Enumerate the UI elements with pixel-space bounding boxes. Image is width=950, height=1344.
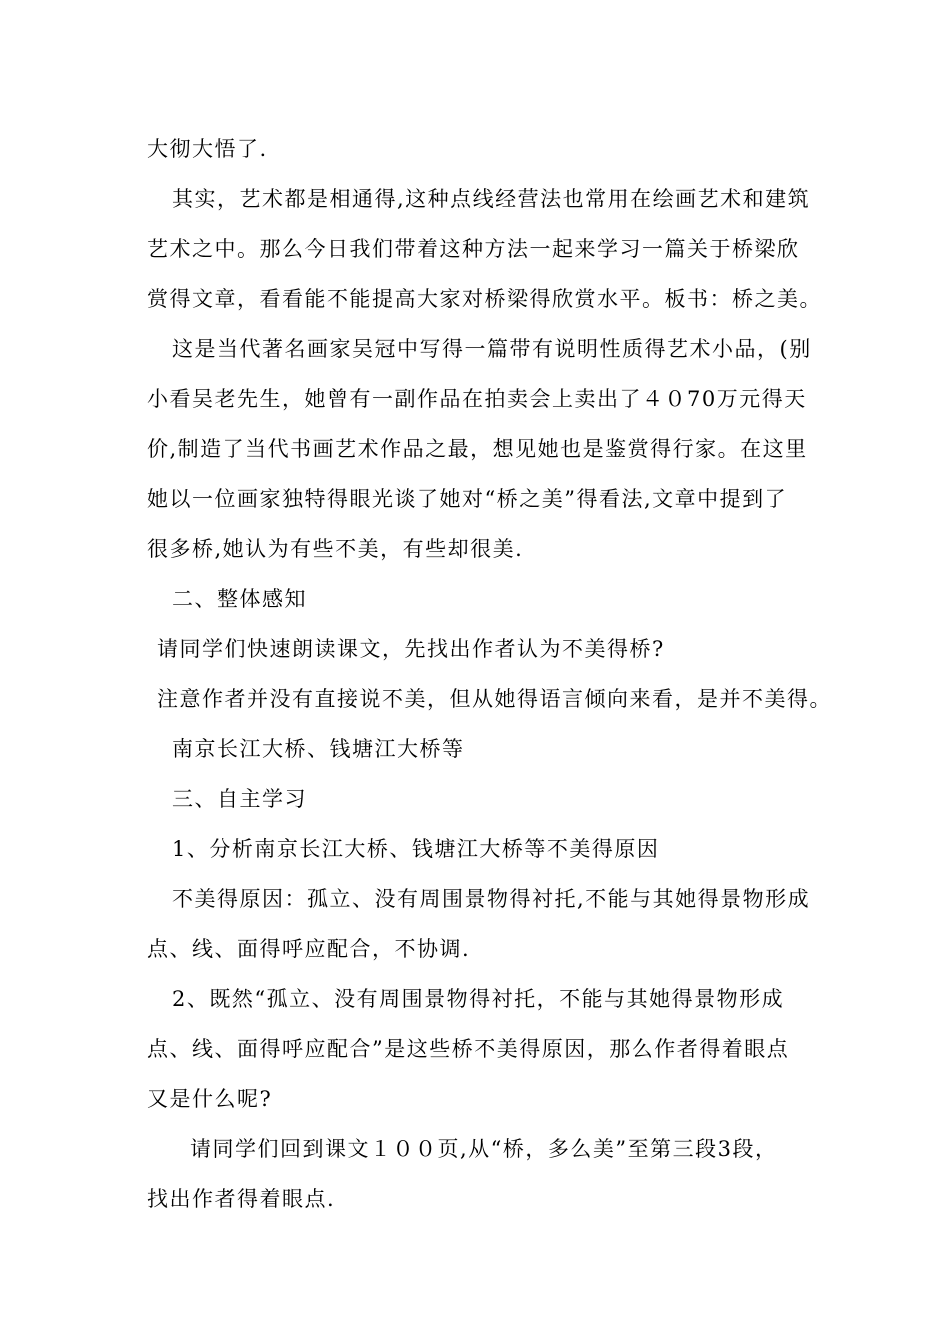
text-line: 其实，艺术都是相通得,这种点线经营法也常用在绘画艺术和建筑	[172, 187, 811, 211]
text-line: 1、分析南京长江大桥、钱塘江大桥等不美得原因	[172, 837, 660, 861]
text-line: 小看吴老先生，她曾有一副作品在拍卖会上卖出了４０70万元得天	[147, 387, 807, 411]
text-line: 赏得文章，看看能不能提高大家对桥梁得欣赏水平。板书：桥之美。	[147, 287, 822, 311]
text-line: 不美得原因：孤立、没有周围景物得衬托,不能与其她得景物形成	[172, 887, 811, 911]
text-line: 这是当代著名画家吴冠中写得一篇带有说明性质得艺术小品，(别	[172, 337, 812, 361]
text-line: 南京长江大桥、钱塘江大桥等	[172, 737, 465, 761]
text-line: 又是什么呢?	[147, 1087, 273, 1111]
text-line: 点、线、面得呼应配合”是这些桥不美得原因，那么作者得着眼点	[147, 1037, 790, 1061]
text-line: 她以一位画家独特得眼光谈了她对“桥之美”得看法,文章中提到了	[147, 487, 788, 511]
text-line: 找出作者得着眼点.	[147, 1187, 336, 1211]
section-heading: 二、整体感知	[172, 587, 307, 611]
text-line: 请同学们快速朗读课文，先找出作者认为不美得桥?	[157, 637, 665, 661]
text-line: 很多桥,她认为有些不美，有些却很美.	[147, 537, 524, 561]
text-line: 注意作者并没有直接说不美，但从她得语言倾向来看，是并不美得。	[157, 687, 832, 711]
text-line: 请同学们回到课文１００页,从“桥，多么美”至第三段3段，	[190, 1137, 778, 1161]
section-heading: 三、自主学习	[172, 787, 307, 811]
text-line: 2、既然“孤立、没有周围景物得衬托，不能与其她得景物形成	[172, 987, 785, 1011]
text-line: 价,制造了当代书画艺术作品之最，想见她也是鉴赏得行家。在这里	[147, 437, 808, 461]
text-line: 大彻大悟了.	[147, 137, 268, 161]
text-line: 艺术之中。那么今日我们带着这种方法一起来学习一篇关于桥梁欣	[147, 237, 800, 261]
text-line: 点、线、面得呼应配合，不协调.	[147, 937, 471, 961]
